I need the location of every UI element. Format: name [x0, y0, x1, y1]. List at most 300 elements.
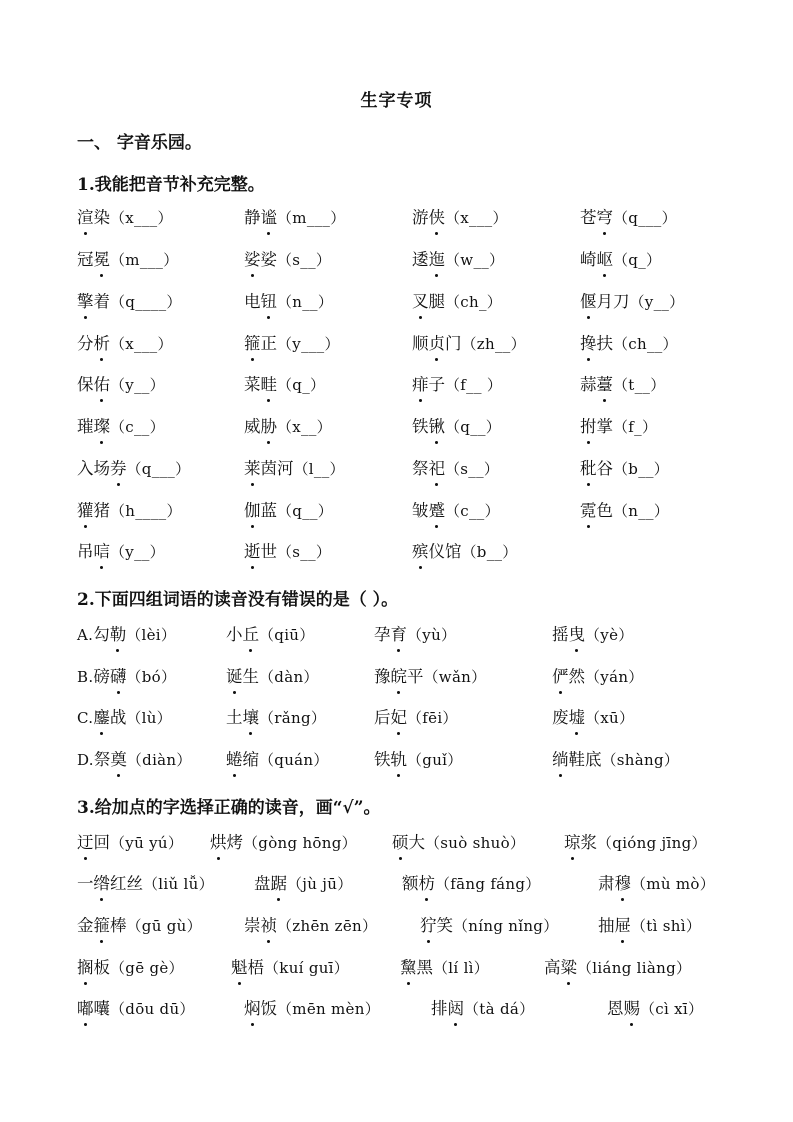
dotted-character: 奠 — [110, 750, 127, 769]
q2-item — [374, 666, 486, 688]
dotted-character: 娑 — [244, 250, 261, 269]
character: 生 — [242, 667, 259, 686]
pinyin-blank: （fāng fáng） — [435, 875, 541, 893]
character: 璀 — [77, 417, 94, 436]
character: 棒 — [110, 916, 127, 935]
character: 额 — [402, 874, 419, 893]
q2-row — [0, 624, 793, 654]
character: 威 — [244, 417, 261, 436]
dotted-character: 丘 — [242, 625, 259, 644]
pinyin-blank: （x___） — [110, 335, 173, 353]
pinyin-blank: （s__） — [277, 251, 332, 269]
pinyin-blank: （yè） — [585, 626, 634, 644]
q1-row — [0, 416, 793, 446]
question-3-prompt: 3.给加点的字选择正确的读音，画“√”。 — [77, 798, 381, 818]
pinyin-blank: （mēn mèn） — [277, 1000, 380, 1018]
pinyin-blank: （ch__） — [613, 335, 678, 353]
q3-item — [392, 832, 525, 854]
dotted-character: 诞 — [226, 667, 243, 686]
pinyin-blank: （w__） — [445, 251, 505, 269]
character: 战 — [109, 708, 127, 727]
dotted-character: 券 — [110, 459, 127, 478]
q2-item — [374, 624, 456, 646]
pinyin-blank: （tà dá） — [464, 1000, 535, 1018]
pinyin-blank: （yán） — [585, 668, 644, 686]
dotted-character: 琼 — [564, 833, 581, 852]
dotted-character: 箍 — [93, 916, 110, 935]
character: 排 — [431, 999, 448, 1018]
pinyin-blank: （c__） — [110, 418, 165, 436]
q3-item — [77, 915, 202, 937]
character: 猪 — [93, 501, 110, 520]
character: 小 — [226, 625, 243, 644]
pinyin-blank: （yū yú） — [110, 834, 184, 852]
pinyin-blank: （y__） — [110, 376, 165, 394]
q1-row — [0, 458, 793, 488]
character: 一 — [77, 874, 94, 893]
q1-item — [77, 500, 182, 522]
q2-item — [77, 749, 192, 771]
character: 染 — [93, 208, 110, 227]
character: 电 — [244, 292, 261, 311]
character: 顺 — [412, 334, 429, 353]
dotted-character: 逝 — [244, 542, 261, 561]
dotted-character: 皖 — [390, 667, 407, 686]
character: 盘 — [254, 874, 271, 893]
character: 场 — [93, 459, 110, 478]
q1-item — [580, 500, 669, 522]
q1-item — [412, 541, 518, 563]
character: 静 — [244, 208, 261, 227]
character: 祭 — [412, 459, 429, 478]
pinyin-blank: （gē gè） — [110, 959, 184, 977]
character: 游 — [412, 208, 429, 227]
pinyin-blank: （x___） — [445, 209, 508, 227]
q1-item — [412, 500, 500, 522]
pinyin-blank: （l__） — [293, 460, 345, 478]
pinyin-blank: （fēi） — [407, 709, 458, 727]
dotted-character: 祀 — [428, 459, 445, 478]
q3-item — [420, 915, 559, 937]
q3-row — [0, 998, 793, 1028]
dotted-character: 曳 — [568, 625, 585, 644]
q3-item — [544, 957, 691, 979]
character: 回 — [93, 833, 110, 852]
q3-item — [244, 998, 380, 1020]
character: 抽 — [598, 916, 615, 935]
q2-item — [552, 749, 679, 771]
dotted-character: 岖 — [596, 250, 613, 269]
pinyin-blank: （kuí guī） — [264, 959, 350, 977]
pinyin-blank: （n__） — [277, 293, 334, 311]
character: 勾 — [93, 625, 110, 644]
pinyin-blank: （quán） — [259, 751, 329, 769]
option-letter: C. — [77, 709, 94, 727]
q3-item — [244, 915, 377, 937]
character: 茵 — [260, 459, 277, 478]
q1-item — [244, 249, 331, 271]
pinyin-blank: （gòng hōng） — [243, 834, 357, 852]
q3-item — [400, 957, 489, 979]
q1-item — [244, 333, 340, 355]
pinyin-blank: （qióng jīng） — [597, 834, 707, 852]
character: 土 — [226, 708, 243, 727]
dotted-character: 勒 — [109, 625, 127, 644]
character: 缩 — [242, 750, 259, 769]
q2-item — [226, 749, 329, 771]
character: 恩 — [607, 999, 624, 1018]
dotted-character: 俨 — [552, 667, 569, 686]
q1-item — [244, 500, 333, 522]
section-heading: 一、 字音乐园。 — [77, 133, 202, 153]
pinyin-blank: （guǐ） — [407, 751, 463, 769]
character: 仪 — [428, 542, 445, 561]
q1-item — [244, 541, 331, 563]
pinyin-blank: （shàng） — [601, 751, 680, 769]
q2-item — [226, 707, 326, 729]
character: 浆 — [580, 833, 597, 852]
dotted-character: 锹 — [428, 417, 445, 436]
dotted-character: 侠 — [428, 208, 445, 227]
q1-item — [77, 207, 173, 229]
q1-item — [244, 416, 332, 438]
question-2-prompt: 2.下面四组词语的读音没有错误的是（ ）。 — [77, 590, 399, 610]
character: 后 — [374, 708, 391, 727]
q3-item — [77, 998, 195, 1020]
character: 板 — [93, 958, 110, 977]
dotted-character: 壤 — [242, 708, 259, 727]
dotted-character: 闼 — [447, 999, 464, 1018]
dotted-character: 狞 — [420, 916, 437, 935]
pinyin-blank: （x__） — [277, 418, 332, 436]
pinyin-blank: （q__） — [277, 502, 334, 520]
q1-item — [580, 458, 669, 480]
character: 吊 — [77, 542, 94, 561]
q1-row — [0, 500, 793, 530]
dotted-character: 谧 — [260, 208, 277, 227]
dotted-character: 佑 — [93, 375, 110, 394]
dotted-character: 鏖 — [93, 708, 110, 727]
character: 保 — [77, 375, 94, 394]
character: 磅 — [93, 667, 110, 686]
pinyin-blank: （jù jū） — [287, 875, 353, 893]
character: 底 — [585, 750, 602, 769]
pinyin-blank: （n__） — [613, 502, 670, 520]
dotted-character: 畦 — [260, 375, 277, 394]
q1-item — [412, 291, 502, 313]
pinyin-blank: （níng nǐng） — [453, 917, 559, 935]
character: 然 — [568, 667, 585, 686]
pinyin-blank: （q_） — [613, 251, 662, 269]
pinyin-blank: （zhēn zēn） — [277, 917, 378, 935]
pinyin-blank: （lèi） — [126, 626, 177, 644]
character: 扶 — [596, 334, 613, 353]
pinyin-blank: （mù mò） — [631, 875, 716, 893]
option-letter: A. — [77, 626, 94, 644]
character: 笑 — [436, 916, 453, 935]
q1-item — [412, 207, 508, 229]
pinyin-blank: （dōu dū） — [110, 1000, 195, 1018]
q1-item — [412, 458, 499, 480]
character: 金 — [77, 916, 94, 935]
q1-item — [580, 249, 661, 271]
character: 掌 — [596, 417, 613, 436]
dotted-character: 粱 — [560, 958, 577, 977]
q1-item — [244, 374, 325, 396]
dotted-character: 绱 — [552, 750, 569, 769]
dotted-character: 伽 — [244, 501, 261, 520]
q1-item — [412, 374, 502, 396]
dotted-character: 祯 — [260, 916, 277, 935]
q2-item — [374, 707, 458, 729]
dotted-character: 穆 — [614, 874, 631, 893]
dotted-character: 蜷 — [226, 750, 243, 769]
q1-item — [77, 291, 182, 313]
dotted-character: 踞 — [270, 874, 287, 893]
pinyin-blank: （q____） — [110, 293, 182, 311]
dotted-character: 璨 — [93, 417, 110, 436]
q2-row — [0, 749, 793, 779]
pinyin-blank: （s__） — [277, 543, 332, 561]
dotted-character: 枋 — [418, 874, 435, 893]
dotted-character: 烘 — [210, 833, 227, 852]
character: 着 — [93, 292, 110, 311]
character: 刀 — [613, 292, 630, 311]
dotted-character: 贞 — [428, 334, 445, 353]
character: 崇 — [244, 916, 261, 935]
dotted-character: 礴 — [109, 667, 127, 686]
pinyin-blank: （lí lì） — [433, 959, 490, 977]
character: 大 — [408, 833, 425, 852]
character: 入 — [77, 459, 94, 478]
dotted-character: 妃 — [390, 708, 407, 727]
dotted-character: 焖 — [244, 999, 261, 1018]
pinyin-blank: （suò shuò） — [425, 834, 526, 852]
character: 摇 — [552, 625, 569, 644]
character: 烤 — [226, 833, 243, 852]
pinyin-blank: （q___） — [613, 209, 677, 227]
pinyin-blank: （lù） — [126, 709, 172, 727]
pinyin-blank: （m___） — [110, 251, 179, 269]
dotted-character: 嘟 — [77, 999, 94, 1018]
character: 月 — [596, 292, 613, 311]
dotted-character: 霓 — [580, 501, 597, 520]
dotted-character: 育 — [390, 625, 407, 644]
q1-item — [77, 416, 165, 438]
pinyin-blank: （gū gù） — [126, 917, 202, 935]
q1-item — [412, 416, 501, 438]
dotted-character: 钮 — [260, 292, 277, 311]
q3-row — [0, 915, 793, 945]
dotted-character: 绺 — [93, 874, 110, 893]
character: 梧 — [247, 958, 264, 977]
q2-item — [552, 666, 644, 688]
character: 子 — [428, 375, 445, 394]
character: 丝 — [126, 874, 143, 893]
pinyin-blank: （q___） — [126, 460, 191, 478]
q2-item — [77, 707, 172, 729]
q1-row — [0, 207, 793, 237]
character: 菜 — [244, 375, 261, 394]
dotted-character: 搁 — [77, 958, 94, 977]
q1-item — [580, 374, 666, 396]
dotted-character: 秕 — [580, 459, 597, 478]
dotted-character: 魁 — [231, 958, 248, 977]
q3-row — [0, 832, 793, 862]
pinyin-blank: （diàn） — [126, 751, 192, 769]
q2-item — [552, 624, 634, 646]
pinyin-blank: （f_） — [613, 418, 658, 436]
pinyin-blank: （liǔ lǚ） — [143, 875, 214, 893]
pinyin-blank: （m___） — [277, 209, 346, 227]
character: 河 — [277, 459, 294, 478]
pinyin-blank: （x___） — [110, 209, 173, 227]
q3-item — [598, 915, 701, 937]
character: 平 — [407, 667, 424, 686]
pinyin-blank: （q__） — [445, 418, 502, 436]
character: 谷 — [596, 459, 613, 478]
dotted-character: 拊 — [580, 417, 597, 436]
dotted-character: 渲 — [77, 208, 94, 227]
q2-item — [374, 749, 463, 771]
page-title: 生字专项 — [360, 91, 433, 111]
pinyin-blank: （y___） — [277, 335, 340, 353]
q1-item — [412, 333, 526, 355]
q3-item — [77, 957, 184, 979]
character: 鞋 — [568, 750, 585, 769]
q3-item — [607, 998, 703, 1020]
q3-item — [254, 873, 353, 895]
dotted-character: 唁 — [93, 542, 110, 561]
pinyin-blank: （bó） — [126, 668, 177, 686]
q2-item — [77, 666, 176, 688]
character: 崎 — [580, 250, 597, 269]
pinyin-blank: （y__） — [110, 543, 165, 561]
pinyin-blank: （liáng liàng） — [577, 959, 692, 977]
q1-row — [0, 249, 793, 279]
character: 废 — [552, 708, 569, 727]
pinyin-blank: （b__） — [461, 543, 518, 561]
pinyin-blank: （h____） — [110, 502, 182, 520]
dotted-character: 偃 — [580, 292, 597, 311]
q1-row — [0, 374, 793, 404]
character: 红 — [110, 874, 127, 893]
dotted-character: 墟 — [568, 708, 585, 727]
pinyin-blank: （tì shì） — [631, 917, 702, 935]
character: 娑 — [260, 250, 277, 269]
pinyin-blank: （cì xī） — [640, 1000, 704, 1018]
q1-item — [244, 207, 346, 229]
character: 正 — [260, 334, 277, 353]
pinyin-blank: （s__） — [445, 460, 500, 478]
dotted-character: 薹 — [596, 375, 613, 394]
dotted-character: 赐 — [623, 999, 640, 1018]
q1-item — [77, 333, 173, 355]
pinyin-blank: （rǎng） — [259, 709, 327, 727]
q1-item — [77, 541, 165, 563]
character: 铁 — [412, 417, 429, 436]
q1-item — [412, 249, 504, 271]
dotted-character: 蹙 — [428, 501, 445, 520]
dotted-character: 屉 — [614, 916, 631, 935]
dotted-character: 黧 — [400, 958, 417, 977]
pinyin-blank: （t__） — [613, 376, 666, 394]
character: 孕 — [374, 625, 391, 644]
q1-item — [580, 333, 678, 355]
character: 门 — [445, 334, 462, 353]
q1-item — [77, 374, 165, 396]
character: 世 — [260, 542, 277, 561]
character: 铁 — [374, 750, 391, 769]
character: 黑 — [416, 958, 433, 977]
q2-item — [552, 707, 634, 729]
q3-item — [431, 998, 534, 1020]
dotted-character: 搀 — [580, 334, 597, 353]
q2-row — [0, 666, 793, 696]
pinyin-blank: （zh__） — [461, 335, 526, 353]
character: 蓝 — [260, 501, 277, 520]
q1-row — [0, 291, 793, 321]
dotted-character: 殡 — [412, 542, 429, 561]
character: 逶 — [412, 250, 429, 269]
dotted-character: 冕 — [93, 250, 110, 269]
q1-item — [77, 249, 179, 271]
pinyin-blank: （xū） — [585, 709, 635, 727]
character: 分 — [77, 334, 94, 353]
character: 苍 — [580, 208, 597, 227]
character: 饭 — [260, 999, 277, 1018]
character: 腿 — [428, 292, 445, 311]
question-1-prompt: 1.我能把音节补充完整。 — [77, 175, 265, 195]
q3-item — [77, 873, 214, 895]
character: 冠 — [77, 250, 94, 269]
dotted-character: 胁 — [260, 417, 277, 436]
dotted-character: 獾 — [77, 501, 94, 520]
dotted-character: 析 — [93, 334, 110, 353]
q3-item — [402, 873, 541, 895]
q1-item — [580, 207, 677, 229]
character: 祭 — [93, 750, 111, 769]
q1-item — [580, 416, 657, 438]
dotted-character: 穹 — [596, 208, 613, 227]
dotted-character: 硕 — [392, 833, 409, 852]
dotted-character: 轨 — [390, 750, 407, 769]
character: 高 — [544, 958, 561, 977]
dotted-character: 迤 — [428, 250, 445, 269]
character: 肃 — [598, 874, 615, 893]
character: 皱 — [412, 501, 429, 520]
q1-item — [244, 291, 333, 313]
character: 囔 — [93, 999, 110, 1018]
pinyin-blank: （wǎn） — [423, 668, 487, 686]
q2-item — [77, 624, 176, 646]
character: 馆 — [445, 542, 462, 561]
pinyin-blank: （y__） — [629, 293, 685, 311]
option-letter: B. — [77, 668, 94, 686]
q3-item — [231, 957, 349, 979]
q1-row — [0, 541, 793, 571]
q1-item — [244, 458, 345, 480]
q3-item — [210, 832, 357, 854]
pinyin-blank: （yù） — [407, 626, 457, 644]
dotted-character: 箍 — [244, 334, 261, 353]
pinyin-blank: （c__） — [445, 502, 500, 520]
q3-row — [0, 873, 793, 903]
dotted-character: 莱 — [244, 459, 261, 478]
q2-item — [226, 624, 315, 646]
q3-item — [564, 832, 707, 854]
pinyin-blank: （q_） — [277, 376, 326, 394]
